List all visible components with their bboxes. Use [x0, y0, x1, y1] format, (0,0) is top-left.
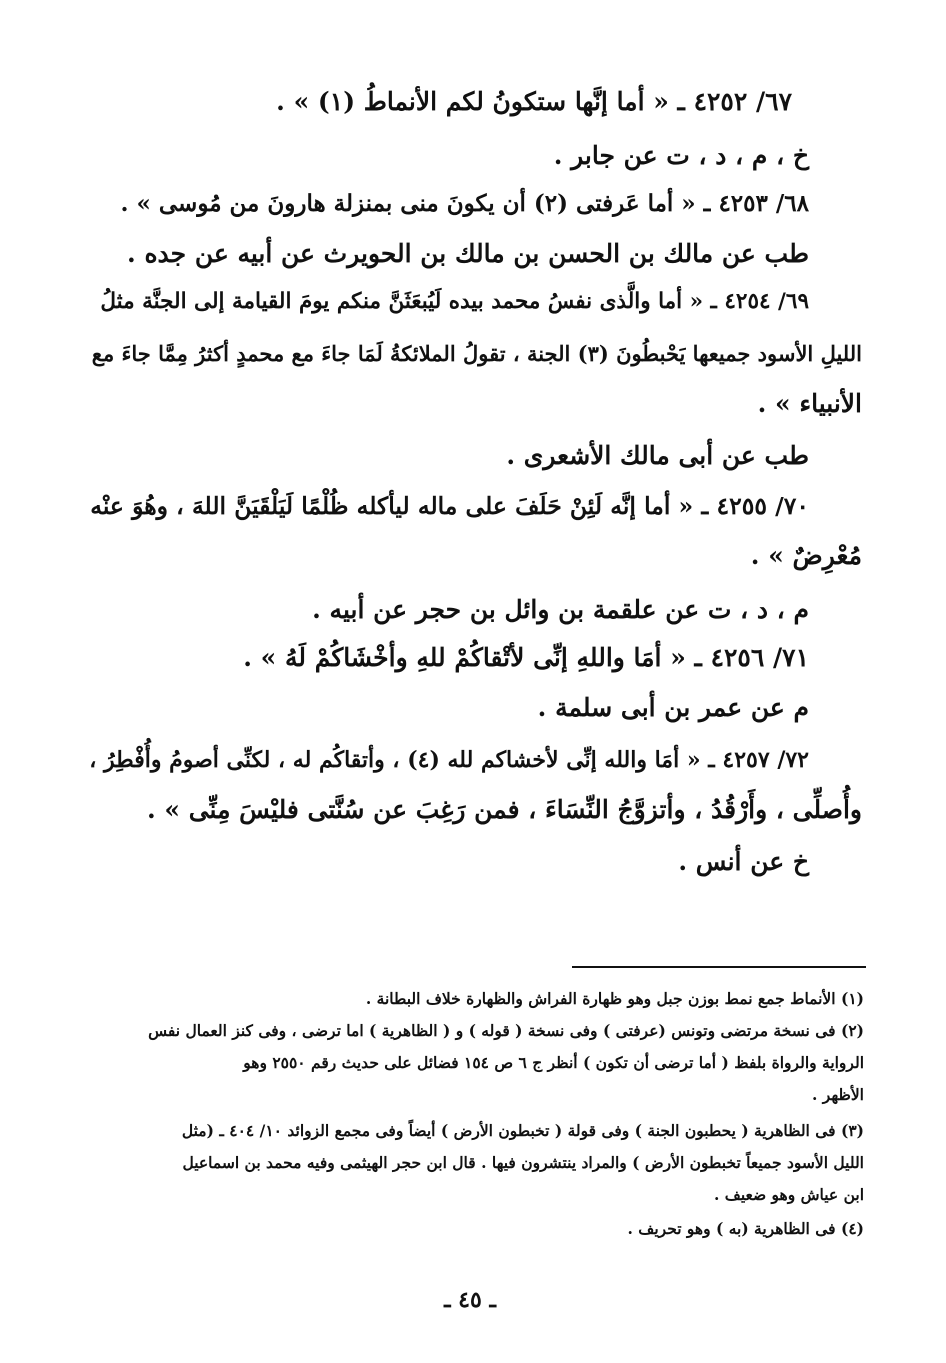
footnote-line: الأظهر . — [812, 1085, 864, 1104]
hadith-line: ٦٨/ ٤٢٥٣ ـ « أما عَرفتى (٢) أن يكونَ منى بمنزلة هارونَ من مُوسى » . — [120, 190, 809, 217]
hadith-line: مُعْرِضٌ » . — [750, 541, 862, 570]
hadith-line: الليلِ الأسود جميعها يَحْبطُونَ (٣) الجنة ، تقولُ الملائكةُ لَمَا جاءَ مع محمدٍ أكثرُ مِمَّا جاءَ مع — [91, 341, 862, 366]
source-line: طب عن مالك بن الحسن بن مالك بن الحويرث عن أبيه عن جده . — [127, 239, 809, 268]
footnote-line: (٣) فى الظاهرية ( يحطبون الجنة ) وفى قولة ( تخبطون الأرض ) أيضاً وفى مجمع الزوائد ١٠/ ٤٠٤ ـ (مثل — [181, 1121, 864, 1140]
hadith-line: ٧٢/ ٤٢٥٧ ـ « أمَا والله إنِّى لأخشاكم لله (٤) ، وأتقاكُم له ، لكنِّى أصومُ وأُفْطِرُ ، — [89, 747, 809, 773]
footnote-line: (٤) فى الظاهرية (به ) وهو تحريف . — [627, 1219, 864, 1238]
source-line: م ، د ، ت عن علقمة بن وائل بن حجر عن أبيه . — [312, 595, 809, 624]
source-line: خ عن أنس . — [678, 847, 809, 876]
hadith-line: ٧٠/ ٤٢٥٥ ـ « أما إنَّه لَئِنْ حَلَفَ على ماله ليأكله ظُلْمًا لَيَلْقَيَنَّ اللهَ ، وهُوَ عنْه — [90, 492, 809, 520]
hadith-line: ٦٧/ ٤٢٥٢ ـ « أما إنَّها ستكونُ لكم الأنماطُ (١) » . — [276, 87, 792, 116]
hadith-line: وأُصلِّى ، وأَرْقُدُ ، وأتزوَّجُ النِّسَاءَ ، فمن رَغِبَ عن سُنَّتى فليْسَ مِنِّى » . — [146, 795, 862, 824]
hadith-line: ٦٩/ ٤٢٥٤ ـ « أما والَّذى نفسُ محمد بيده لَيُبعَثَنَّ منكم يومَ القيامة إلى الجنَّة مثلُ — [100, 289, 809, 314]
page-number: ـ ٤٥ ـ — [444, 1287, 496, 1313]
footnote-line: الليل الأسود جميعاً تخبطون الأرض ) والمراد ينتشرون فيها . قال ابن حجر الهيثمى وفيه محمد بن اسماعيل — [182, 1153, 864, 1172]
source-line: طب عن أبى مالك الأشعرى . — [506, 441, 809, 470]
hadith-line: الأنبياء » . — [757, 389, 862, 418]
footnote-line: (٢) فى نسخة مرتضى وتونس (عرفتى ) وفى نسخة ( قوله ) و ( الظاهرية ) اما ترضى ، وفى كنز العمال نفس — [148, 1021, 864, 1040]
footnote-line: (١) الأنماط جمع نمط بوزن جبل وهو ظهارة الفراش والظهارة خلاف البطانة . — [365, 989, 864, 1008]
footnote-line: ابن عياش وهو ضعيف . — [714, 1185, 864, 1204]
source-line: خ ، م ، د ، ت عن جابر . — [553, 141, 809, 170]
hadith-line: ٧١/ ٤٢٥٦ ـ « أمَا واللهِ إنِّى لأتْقاكُمْ للهِ وأخْشَاكُمْ لَهُ » . — [243, 643, 809, 672]
source-line: م عن عمر بن أبى سلمة . — [537, 693, 809, 722]
footnote-divider — [572, 966, 866, 968]
footnote-line: الرواية والرواة بلفظ ( أما ترضى أن تكون ) أنظر ج ٦ ص ١٥٤ فضائل على حديث رقم ٢٥٥٠ وهو — [243, 1053, 864, 1072]
